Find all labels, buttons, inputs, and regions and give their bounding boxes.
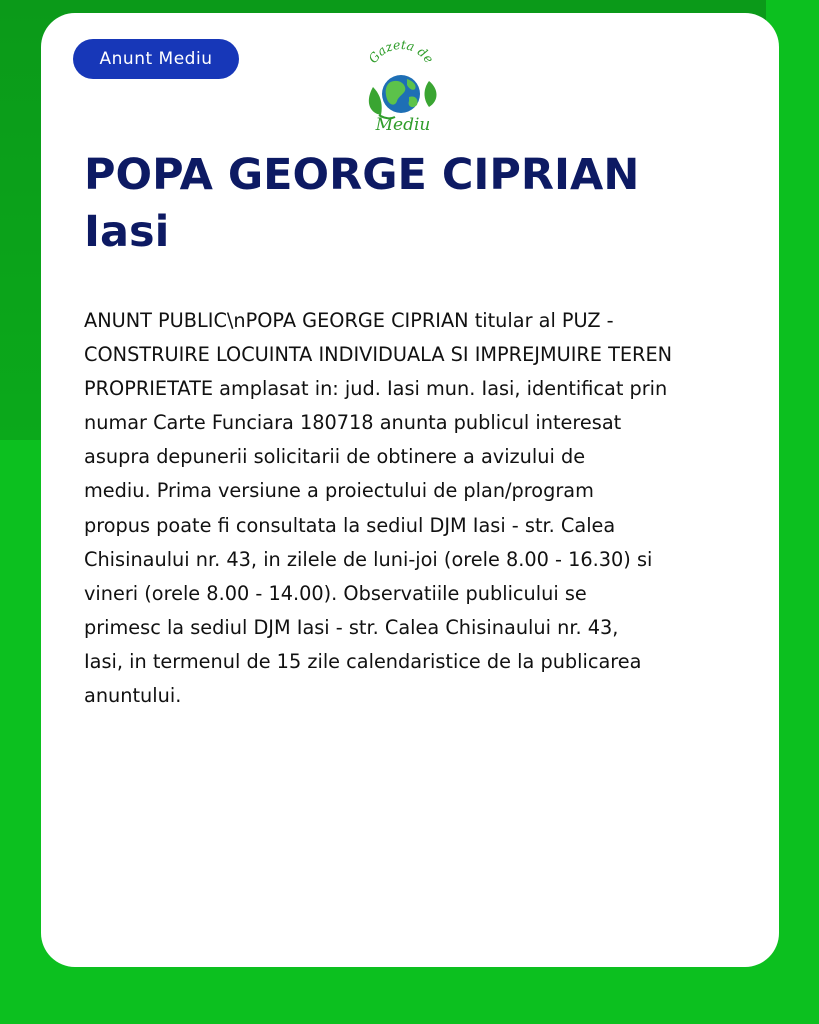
- svg-text:Gazeta de: [365, 39, 437, 66]
- announcement-body: [84, 304, 752, 713]
- title-line-name: POPA GEORGE CIPRIAN: [84, 150, 640, 200]
- body-line: mediu. Prima versiune a proiectului de plan/program: [84, 479, 594, 503]
- body-line: primesc la sediul DJM Iasi - str. Calea Chisinaului nr. 43,: [84, 615, 619, 639]
- title-line-city: Iasi: [84, 207, 170, 257]
- body-line: CONSTRUIRE LOCUINTA INDIVIDUALA SI IMPREJMUIRE TEREN: [84, 343, 673, 367]
- body-line: ANUNT PUBLIC\nPOPA GEORGE CIPRIAN titular al PUZ -: [84, 309, 614, 332]
- announcement-card: [41, 13, 779, 967]
- category-badge: Anunt Mediu: [73, 39, 239, 79]
- body-line: numar Carte Funciara 180718 anunta publicul interesat: [84, 411, 622, 435]
- body-line: vineri (orele 8.00 - 14.00). Observatiile publicului se: [84, 581, 587, 605]
- body-line: anuntului.: [84, 684, 182, 708]
- page-title: [84, 147, 744, 261]
- logo-text-top: Gazeta de: [365, 39, 437, 66]
- body-line: Chisinaului nr. 43, in zilele de luni-joi (orele 8.00 - 16.30) si: [84, 547, 653, 571]
- gazeta-de-mediu-logo: [359, 39, 443, 133]
- logo-text-bottom: Mediu: [375, 115, 431, 133]
- body-line: asupra depunerii solicitarii de obtinere a avizului de: [84, 445, 586, 469]
- body-line: propus poate fi consultata la sediul DJM Iasi - str. Calea: [84, 513, 616, 537]
- body-line: PROPRIETATE amplasat in: jud. Iasi mun. Iasi, identificat prin: [84, 377, 668, 401]
- body-line: Iasi, in termenul de 15 zile calendaristice de la publicarea: [84, 649, 642, 673]
